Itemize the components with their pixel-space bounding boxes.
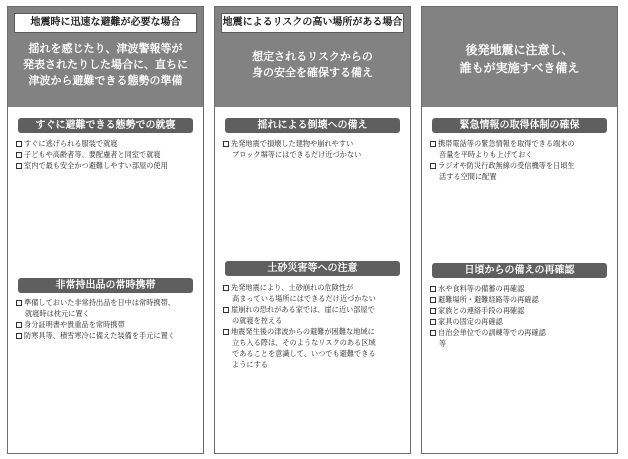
checklist-item: 地震発生後の津波からの避難が困難な地域に bbox=[223, 326, 406, 337]
checklist-item: 室内で最も安全かつ避難しやすい部屋の使用 bbox=[16, 160, 199, 171]
checkbox-icon bbox=[430, 141, 436, 147]
lead-line: 誰もが実施すべき備え bbox=[459, 61, 580, 75]
checklist-item: 先発地震により、土砂崩れの危険性が bbox=[223, 282, 406, 293]
column-lead bbox=[219, 49, 406, 81]
checklist-item: 身分証明書や貴重品を常時携帯 bbox=[16, 319, 199, 330]
checkbox-icon bbox=[16, 333, 22, 339]
checklist bbox=[430, 283, 613, 349]
checklist-item: 先発地震で損壊した建物や崩れやすい bbox=[223, 138, 406, 149]
checklist-item: 家族との連絡手段の再確認 bbox=[430, 305, 613, 316]
checkbox-icon bbox=[16, 300, 22, 306]
checklist-item-continuation: 活する空間に配置 bbox=[439, 172, 497, 181]
checklist-item-continuation: ようにする bbox=[232, 360, 268, 369]
checkbox-icon bbox=[16, 163, 22, 169]
checklist-item: 子どもや高齢者等、要配慮者と同室で就寝 bbox=[16, 149, 199, 160]
section-title: 緊急情報の取得体制の確保 bbox=[432, 118, 607, 133]
lead-line: 揺れを感じたり、津波警報等が bbox=[28, 42, 183, 55]
checklist-item: 水や食料等の備蓄の再確認 bbox=[430, 283, 613, 294]
column-header bbox=[215, 7, 410, 107]
checklist-item: 防寒具等、積雪寒冷に備えた装備を手元に置く bbox=[16, 330, 199, 341]
condition-tag: 地震によるリスクの高い場所がある場合 bbox=[221, 13, 404, 33]
lead-line: 想定されるリスクからの bbox=[252, 50, 373, 63]
lead-line: 身の安全を確保する備え bbox=[252, 66, 373, 79]
section-title: すぐに避難できる態勢での就寝 bbox=[18, 118, 193, 133]
section-title: 土砂災害等への注意 bbox=[225, 261, 400, 276]
column-header bbox=[422, 7, 617, 107]
checklist-item: 避難場所・避難経路等の再確認 bbox=[430, 294, 613, 305]
checklist-item: 自治会単位での訓練等での再確認 bbox=[430, 327, 613, 338]
checklist bbox=[16, 138, 199, 171]
checklist-item-continuation: 就寝時は枕元に置く bbox=[25, 309, 90, 318]
lead-line: 発表されたりした場合に、直ちに bbox=[23, 58, 188, 71]
checkbox-icon bbox=[16, 141, 22, 147]
checklist-item-continuation: 高まっている場所にはできるだけ近づかない bbox=[232, 294, 376, 303]
section-title: 非常持出品の常時携帯 bbox=[18, 278, 193, 293]
checkbox-icon bbox=[223, 285, 229, 291]
checklist bbox=[16, 297, 199, 341]
column-header bbox=[8, 7, 203, 107]
condition-tag: 地震時に迅速な避難が必要な場合 bbox=[14, 13, 197, 33]
checklist-item-continuation: 音量を平時よりも上げておく bbox=[439, 150, 533, 159]
checkbox-icon bbox=[430, 163, 436, 169]
section-title: 揺れによる倒壊への備え bbox=[225, 118, 400, 133]
checkbox-icon bbox=[223, 329, 229, 335]
checklist-item: 携帯電話等の緊急情報を取得できる端末の bbox=[430, 138, 613, 149]
checkbox-icon bbox=[430, 330, 436, 336]
checkbox-icon bbox=[430, 308, 436, 314]
checkbox-icon bbox=[430, 286, 436, 292]
checklist-item: 準備しておいた非常持出品を日中は常時携帯、 bbox=[16, 297, 199, 308]
column-high-risk-area bbox=[214, 6, 411, 454]
checklist-item-continuation: であることを意識して、いつでも避難できる bbox=[232, 349, 376, 358]
checklist-item: 家具の固定の再確認 bbox=[430, 316, 613, 327]
checklist bbox=[430, 138, 613, 182]
checklist-item-continuation: の就寝を控える bbox=[232, 316, 283, 325]
checkbox-icon bbox=[223, 141, 229, 147]
checkbox-icon bbox=[430, 319, 436, 325]
checklist-item-continuation: 等 bbox=[439, 339, 447, 348]
checkbox-icon bbox=[16, 152, 22, 158]
checklist-item-continuation: ブロック塀等にはできるだけ近づかない bbox=[232, 150, 362, 159]
lead-line: 後発地震に注意し、 bbox=[465, 43, 574, 57]
checkbox-icon bbox=[16, 322, 22, 328]
column-lead bbox=[426, 41, 613, 77]
checklist bbox=[223, 138, 406, 160]
column-lead bbox=[12, 41, 199, 89]
checkbox-icon bbox=[430, 297, 436, 303]
checklist-item: 崖崩れの恐れがある家では、崖に近い部屋で bbox=[223, 304, 406, 315]
checklist-item: すぐに逃げられる服装で就寝 bbox=[16, 138, 199, 149]
checklist bbox=[223, 282, 406, 370]
lead-line: 津波から避難できる態勢の準備 bbox=[28, 74, 183, 87]
checkbox-icon bbox=[223, 307, 229, 313]
column-everyone-preparation bbox=[421, 6, 618, 454]
column-tsunami-evacuation bbox=[7, 6, 204, 454]
checklist-item-continuation: 立ち入る際は、そのようなリスクのある区域 bbox=[232, 338, 376, 347]
checklist-item: ラジオや防災行政無線の受信機等を日頃生 bbox=[430, 160, 613, 171]
section-title: 日頃からの備えの再確認 bbox=[432, 263, 607, 278]
